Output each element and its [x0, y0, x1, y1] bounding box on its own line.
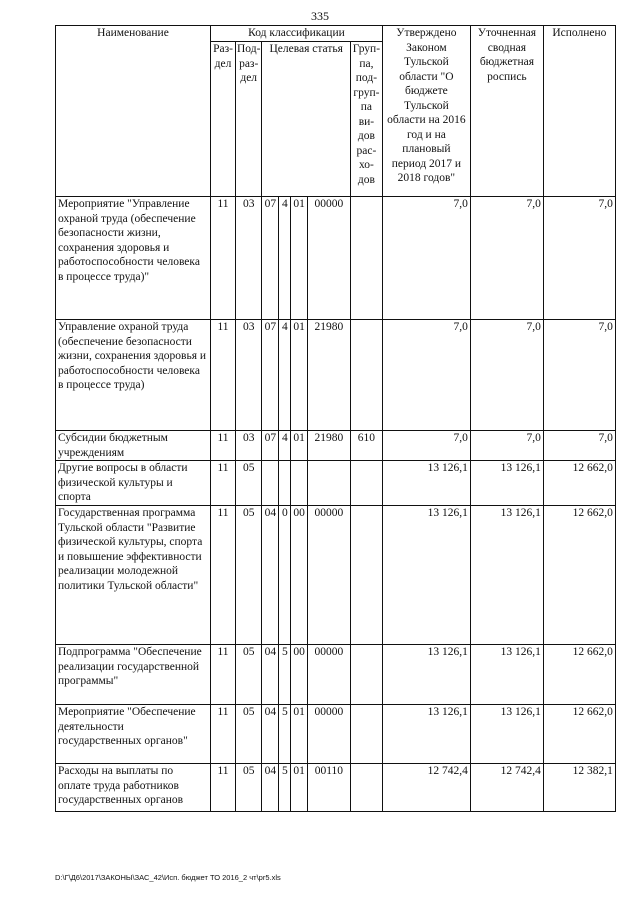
table-row — [56, 320, 616, 431]
cell-c3: 01 — [291, 197, 308, 320]
cell-refined: 7,0 — [470, 431, 543, 461]
cell-c1: 04 — [262, 506, 279, 645]
cell-refined: 7,0 — [470, 197, 543, 320]
cell-refined: 13 126,1 — [470, 461, 543, 506]
cell-approved: 7,0 — [382, 197, 470, 320]
cell-prz: 03 — [236, 320, 262, 431]
cell-c4: 00000 — [307, 645, 350, 705]
cell-c2 — [279, 461, 291, 506]
cell-refined: 13 126,1 — [470, 705, 543, 764]
header-expense-group: Груп- па, под- груп- па ви- дов рас- хо- дов — [350, 42, 382, 197]
table-row — [56, 645, 616, 705]
header-approved: Утверждено Законом Тульской области "О бюджете Тульской области на 2016 год и на плановый период 2017 и 2018 годов" — [382, 26, 470, 197]
cell-rz: 11 — [211, 506, 236, 645]
cell-c2: 4 — [279, 197, 291, 320]
cell-approved: 13 126,1 — [382, 645, 470, 705]
cell-c4: 00000 — [307, 705, 350, 764]
header-classification-code: Код классификации — [211, 26, 383, 42]
cell-name: Расходы на выплаты по оплате труда работников государственных органов — [56, 764, 211, 812]
header-refined: Уточненная сводная бюджетная роспись — [470, 26, 543, 197]
cell-prz: 05 — [236, 645, 262, 705]
cell-name: Субсидии бюджетным учреждениям — [56, 431, 211, 461]
cell-refined: 12 742,4 — [470, 764, 543, 812]
cell-executed: 12 662,0 — [543, 645, 615, 705]
cell-approved: 13 126,1 — [382, 461, 470, 506]
cell-executed: 7,0 — [543, 197, 615, 320]
budget-table — [55, 25, 616, 812]
cell-c4: 21980 — [307, 431, 350, 461]
cell-c1: 07 — [262, 431, 279, 461]
cell-vr — [350, 320, 382, 431]
cell-executed: 12 382,1 — [543, 764, 615, 812]
cell-rz: 11 — [211, 320, 236, 431]
cell-approved: 7,0 — [382, 320, 470, 431]
cell-name: Государственная программа Тульской области "Развитие физической культуры, спорта и повышение эффективности реализации молодежной политики Тульской области" — [56, 506, 211, 645]
cell-name: Другие вопросы в области физической культуры и спорта — [56, 461, 211, 506]
cell-executed: 7,0 — [543, 431, 615, 461]
table-row — [56, 461, 616, 506]
cell-c3: 00 — [291, 506, 308, 645]
cell-refined: 13 126,1 — [470, 506, 543, 645]
cell-c3: 00 — [291, 645, 308, 705]
cell-c2: 5 — [279, 764, 291, 812]
cell-c2: 4 — [279, 431, 291, 461]
cell-rz: 11 — [211, 431, 236, 461]
cell-rz: 11 — [211, 197, 236, 320]
cell-c4: 00000 — [307, 506, 350, 645]
header-podrazdel: Под- раз- дел — [236, 42, 262, 197]
cell-prz: 03 — [236, 197, 262, 320]
cell-c3: 01 — [291, 320, 308, 431]
cell-prz: 05 — [236, 461, 262, 506]
cell-c4: 00110 — [307, 764, 350, 812]
cell-executed: 7,0 — [543, 320, 615, 431]
cell-approved: 7,0 — [382, 431, 470, 461]
table-row — [56, 506, 616, 645]
cell-prz: 03 — [236, 431, 262, 461]
cell-vr — [350, 764, 382, 812]
cell-rz: 11 — [211, 705, 236, 764]
cell-c1 — [262, 461, 279, 506]
cell-rz: 11 — [211, 764, 236, 812]
cell-c4: 00000 — [307, 197, 350, 320]
cell-prz: 05 — [236, 506, 262, 645]
table-row — [56, 197, 616, 320]
cell-c3 — [291, 461, 308, 506]
cell-approved: 13 126,1 — [382, 705, 470, 764]
cell-c1: 07 — [262, 320, 279, 431]
cell-rz: 11 — [211, 461, 236, 506]
footer-file-path: D:\Г\Д6\2017\ЗАКОНЫ\ЗАС_42\Исп. бюджет ТО 2016_2 чт\pr5.xls — [55, 873, 281, 882]
header-razdel: Раз- дел — [211, 42, 236, 197]
cell-executed: 12 662,0 — [543, 705, 615, 764]
cell-refined: 7,0 — [470, 320, 543, 431]
cell-c1: 04 — [262, 705, 279, 764]
cell-executed: 12 662,0 — [543, 506, 615, 645]
cell-vr — [350, 705, 382, 764]
cell-rz: 11 — [211, 645, 236, 705]
cell-c2: 5 — [279, 645, 291, 705]
header-executed: Исполнено — [543, 26, 615, 197]
cell-c2: 5 — [279, 705, 291, 764]
cell-c1: 04 — [262, 764, 279, 812]
cell-c3: 01 — [291, 764, 308, 812]
cell-vr — [350, 645, 382, 705]
cell-approved: 13 126,1 — [382, 506, 470, 645]
table-row — [56, 705, 616, 764]
cell-name: Мероприятие "Обеспечение деятельности государственных органов" — [56, 705, 211, 764]
cell-vr — [350, 461, 382, 506]
cell-c2: 0 — [279, 506, 291, 645]
header-target-article: Целевая статья — [262, 42, 351, 197]
cell-c3: 01 — [291, 431, 308, 461]
cell-c2: 4 — [279, 320, 291, 431]
cell-c3: 01 — [291, 705, 308, 764]
cell-refined: 13 126,1 — [470, 645, 543, 705]
page-number: 335 — [311, 9, 329, 23]
cell-vr — [350, 197, 382, 320]
cell-name: Мероприятие "Управление охраной труда (обеспечение безопасности жизни, сохранения здоровья и работоспособности человека в процессе труда)" — [56, 197, 211, 320]
header-name: Наименование — [56, 26, 211, 197]
cell-vr — [350, 506, 382, 645]
cell-prz: 05 — [236, 705, 262, 764]
cell-vr: 610 — [350, 431, 382, 461]
cell-prz: 05 — [236, 764, 262, 812]
cell-c4 — [307, 461, 350, 506]
cell-name: Подпрограмма "Обеспечение реализации государственной программы" — [56, 645, 211, 705]
cell-c1: 07 — [262, 197, 279, 320]
table-row — [56, 431, 616, 461]
cell-c1: 04 — [262, 645, 279, 705]
cell-approved: 12 742,4 — [382, 764, 470, 812]
table-body — [56, 197, 616, 812]
cell-name: Управление охраной труда (обеспечение безопасности жизни, сохранения здоровья и работоспособности человека в процессе труда) — [56, 320, 211, 431]
cell-executed: 12 662,0 — [543, 461, 615, 506]
cell-c4: 21980 — [307, 320, 350, 431]
table-row — [56, 764, 616, 812]
